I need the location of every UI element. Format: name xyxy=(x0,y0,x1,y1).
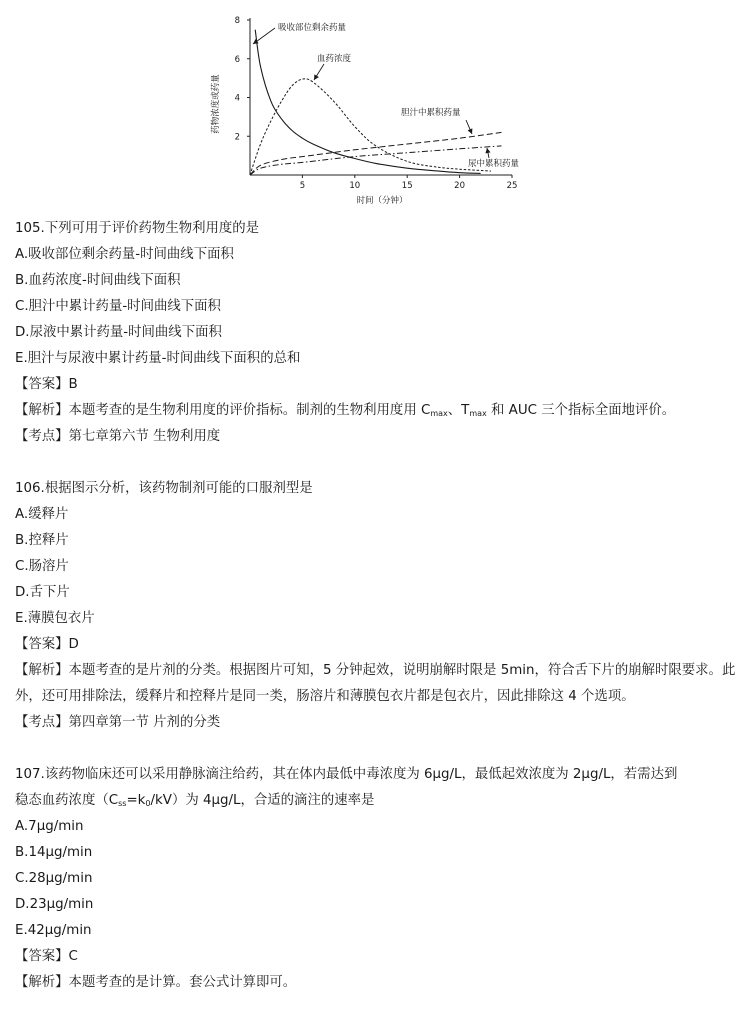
option-d: D.舌下片 xyxy=(15,585,70,600)
question-stem-line1: 107.该药物临床还可以采用静脉滴注给药，其在体内最低中毒浓度为 6μg/L，最低起效浓度为 2μg/L，若需达到 xyxy=(15,767,678,782)
option-d: D.23μg/min xyxy=(15,897,94,912)
answer: 【答案】B xyxy=(15,377,78,392)
x-tick-label: 5 xyxy=(299,181,306,191)
x-axis-label: 时间（分钟） xyxy=(356,196,408,206)
y-axis-label: 药物浓度或药量 xyxy=(211,74,221,134)
x-tick-label: 25 xyxy=(506,181,518,191)
option-e: E.42μg/min xyxy=(15,923,92,938)
annotation-arrowhead xyxy=(253,39,259,44)
question-105 xyxy=(15,216,737,450)
series-annotation: 胆汁中累积药量 xyxy=(401,108,461,118)
analysis: 【解析】本题考查的是计算。套公式计算即可。 xyxy=(15,975,297,990)
series-annotation: 尿中累积药量 xyxy=(468,159,520,169)
x-tick-label: 15 xyxy=(401,181,413,191)
question-107 xyxy=(15,762,737,996)
option-a: A.7μg/min xyxy=(15,819,84,834)
option-b: B.14μg/min xyxy=(15,845,93,860)
bile-cumulative-line xyxy=(250,132,502,175)
absorption-site-remaining-line xyxy=(255,30,480,174)
option-c: C.肠溶片 xyxy=(15,559,69,574)
series-annotation: 吸收部位剩余药量 xyxy=(278,23,347,33)
x-tick-label: 20 xyxy=(454,181,466,191)
chart-series xyxy=(250,30,502,175)
annotation-arrowhead xyxy=(485,148,490,153)
answer: 【答案】C xyxy=(15,949,78,964)
option-b: B.控释片 xyxy=(15,533,69,548)
x-tick-label: 10 xyxy=(349,181,361,191)
option-c: C.28μg/min xyxy=(15,871,93,886)
exam-point: 【考点】第四章第一节 片剂的分类 xyxy=(15,715,221,730)
analysis: 【解析】本题考查的是片剂的分类。根据图片可知，5 分钟起效，说明崩解时限是 5min，符合舌下片的崩解时限要求。此外，还可用排除法，缓释片和控释片是同一类，肠溶片和薄膜包衣片都是包衣片，因此排除这 4 个选项。 xyxy=(15,663,736,704)
chart-annotations xyxy=(253,22,520,169)
option-d: D.尿液中累计药量-时间曲线下面积 xyxy=(15,325,222,340)
question-106 xyxy=(15,476,737,736)
option-e: E.薄膜包衣片 xyxy=(15,611,95,626)
option-a: A.缓释片 xyxy=(15,507,69,522)
urine-cumulative-line xyxy=(250,146,502,175)
y-tick-label: 8 xyxy=(234,16,240,26)
answer: 【答案】D xyxy=(15,637,79,652)
question-stem: 106.根据图示分析，该药物制剂可能的口服剂型是 xyxy=(15,481,313,496)
blood-concentration-line xyxy=(250,79,491,175)
y-tick-label: 4 xyxy=(234,93,240,104)
y-tick-label: 2 xyxy=(234,132,240,143)
question-document xyxy=(15,216,737,996)
pharmacokinetic-chart xyxy=(206,8,536,208)
series-annotation: 血药浓度 xyxy=(317,54,352,64)
exam-point: 【考点】第七章第六节 生物利用度 xyxy=(15,429,221,444)
analysis: 【解析】本题考查的是生物利用度的评价指标。制剂的生物利用度用 $C_{max}$、$T_{max}$ 和 AUC 三个指标全面地评价。 xyxy=(15,403,676,418)
option-c: C.胆汁中累计药量-时间曲线下面积 xyxy=(15,299,221,314)
option-e: E.胆汁与尿液中累计药量-时间曲线下面积的总和 xyxy=(15,351,301,366)
option-b: B.血药浓度-时间曲线下面积 xyxy=(15,273,181,288)
question-stem-line2: 稳态血药浓度$(C_{ss}=k_0/kV)$为 4μg/L，合适的滴注的速率是 xyxy=(15,793,375,808)
option-a: A.吸收部位剩余药量-时间曲线下面积 xyxy=(15,247,234,262)
question-stem: 105.下列可用于评价药物生物利用度的是 xyxy=(15,221,260,236)
y-tick-label: 6 xyxy=(234,54,240,65)
